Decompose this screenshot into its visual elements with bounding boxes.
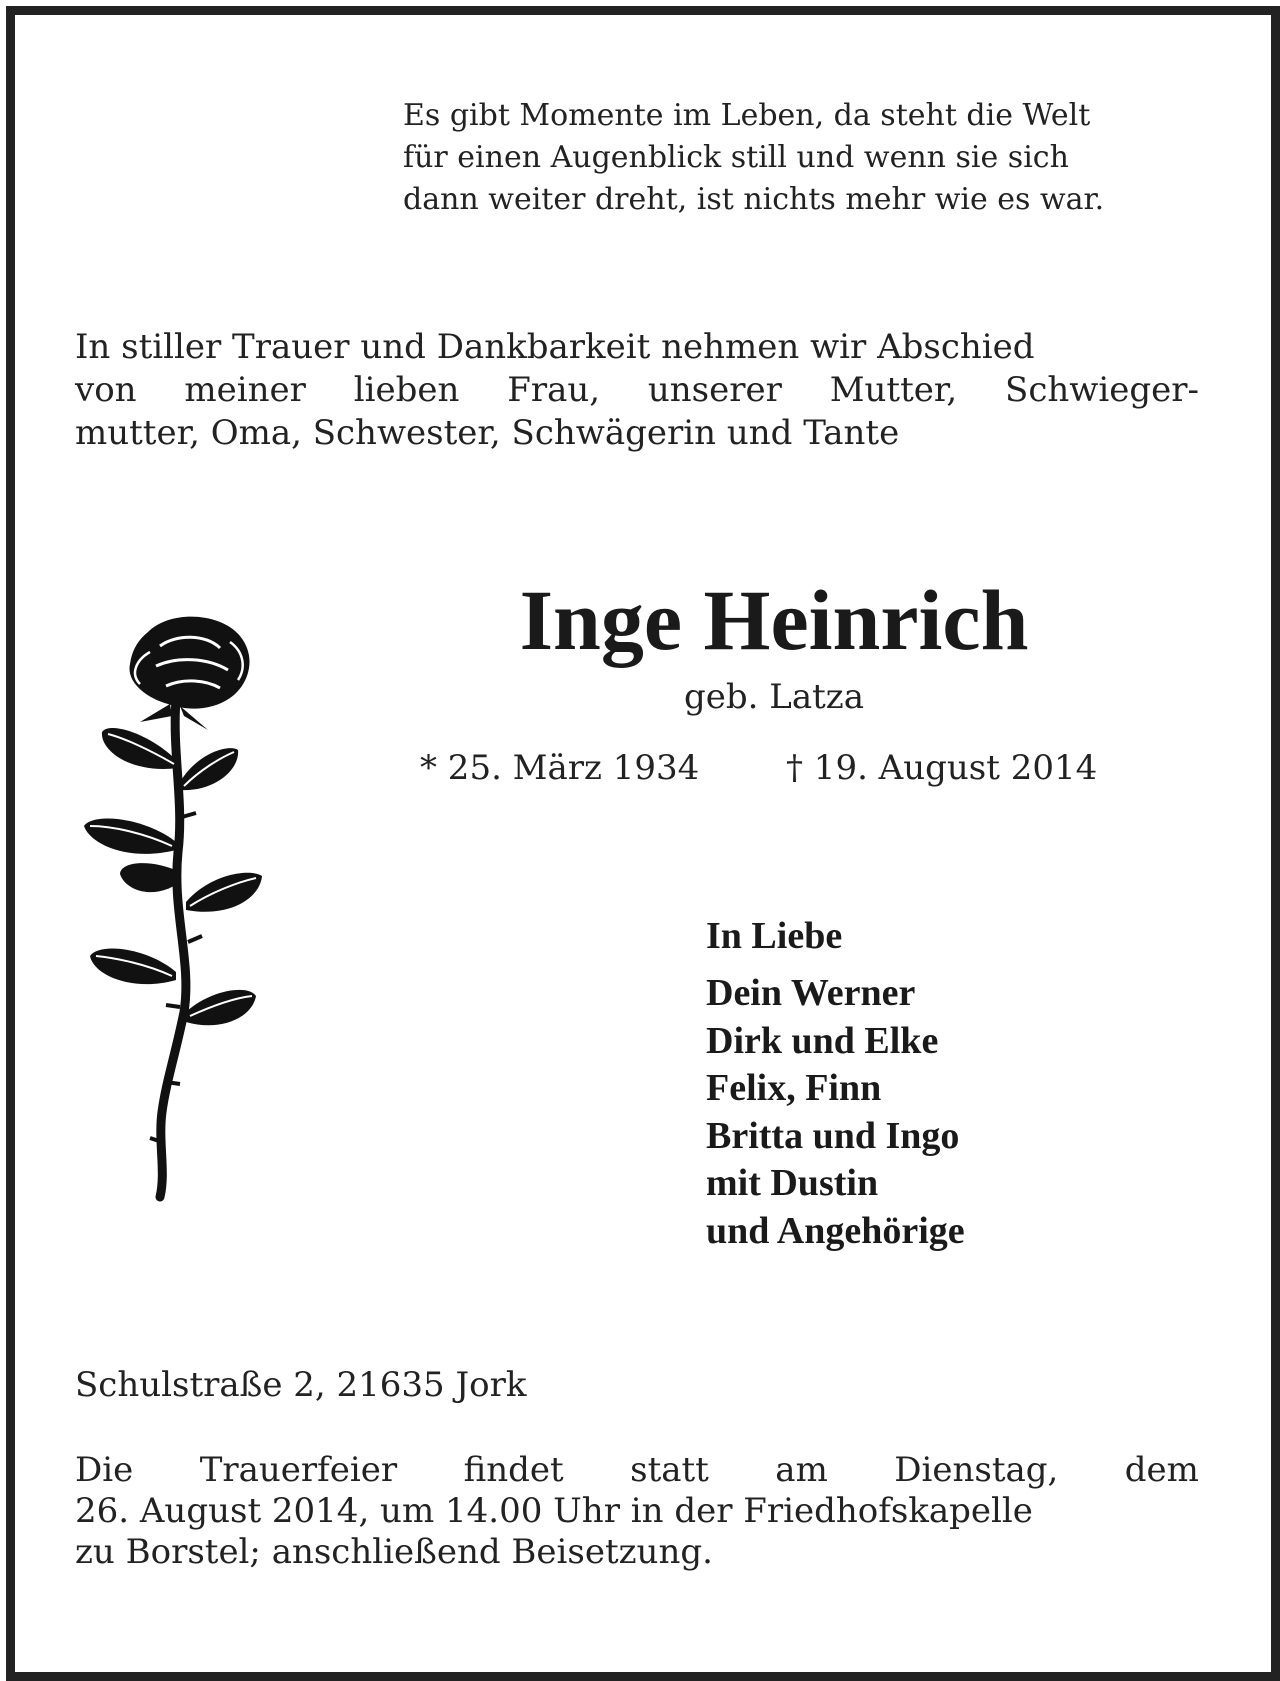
family-list bbox=[706, 970, 1126, 1255]
death-date: † 19. August 2014 bbox=[786, 748, 1098, 788]
service-line: 26. August 2014, um 14.00 Uhr in der Friedhofskapelle bbox=[75, 1491, 1033, 1531]
rose-icon bbox=[80, 612, 280, 1202]
family-member: Dirk und Elke bbox=[706, 1019, 939, 1062]
service-word: Dienstag, bbox=[894, 1450, 1059, 1490]
family-member: und Angehörige bbox=[706, 1209, 965, 1252]
intro-word: lieben bbox=[353, 370, 460, 410]
signoff-heading: In Liebe bbox=[706, 915, 843, 957]
service-word: am bbox=[775, 1450, 828, 1490]
intro-text bbox=[75, 326, 1199, 455]
birth-date: * 25. März 1934 bbox=[420, 748, 700, 788]
service-word: Trauerfeier bbox=[199, 1450, 398, 1490]
intro-line bbox=[75, 369, 1199, 412]
service-line bbox=[75, 1450, 1199, 1491]
service-word: dem bbox=[1124, 1450, 1199, 1490]
family-member: mit Dustin bbox=[706, 1162, 879, 1204]
address: Schulstraße 2, 21635 Jork bbox=[75, 1365, 527, 1405]
intro-word: Frau, bbox=[507, 370, 601, 410]
motto-line: Es gibt Momente im Leben, da steht die Welt bbox=[403, 98, 1091, 133]
intro-word: Mutter, bbox=[829, 370, 958, 410]
motto-quote bbox=[403, 95, 1213, 221]
service-line: zu Borstel; anschließend Beisetzung. bbox=[75, 1532, 713, 1572]
service-word: statt bbox=[630, 1450, 709, 1490]
motto-line: für einen Augenblick still und wenn sie sich bbox=[403, 140, 1069, 175]
family-member: Dein Werner bbox=[706, 972, 916, 1014]
intro-word: von bbox=[75, 370, 137, 410]
birth-name: geb. Latza bbox=[684, 677, 864, 717]
service-word: Die bbox=[75, 1450, 134, 1490]
service-info bbox=[75, 1450, 1199, 1573]
intro-line: mutter, Oma, Schwester, Schwägerin und Tante bbox=[75, 413, 900, 453]
intro-line: In stiller Trauer und Dankbarkeit nehmen wir Abschied bbox=[75, 327, 1035, 367]
intro-word: Schwieger- bbox=[1005, 370, 1199, 410]
family-signoff bbox=[706, 912, 1126, 1255]
intro-word: unserer bbox=[647, 370, 782, 410]
deceased-name: Inge Heinrich bbox=[519, 572, 1029, 668]
family-member: Britta und Ingo bbox=[706, 1114, 960, 1157]
family-member: Felix, Finn bbox=[706, 1067, 882, 1109]
intro-word: meiner bbox=[184, 370, 306, 410]
motto-line: dann weiter dreht, ist nichts mehr wie es war. bbox=[403, 182, 1105, 217]
service-word: findet bbox=[463, 1450, 564, 1490]
